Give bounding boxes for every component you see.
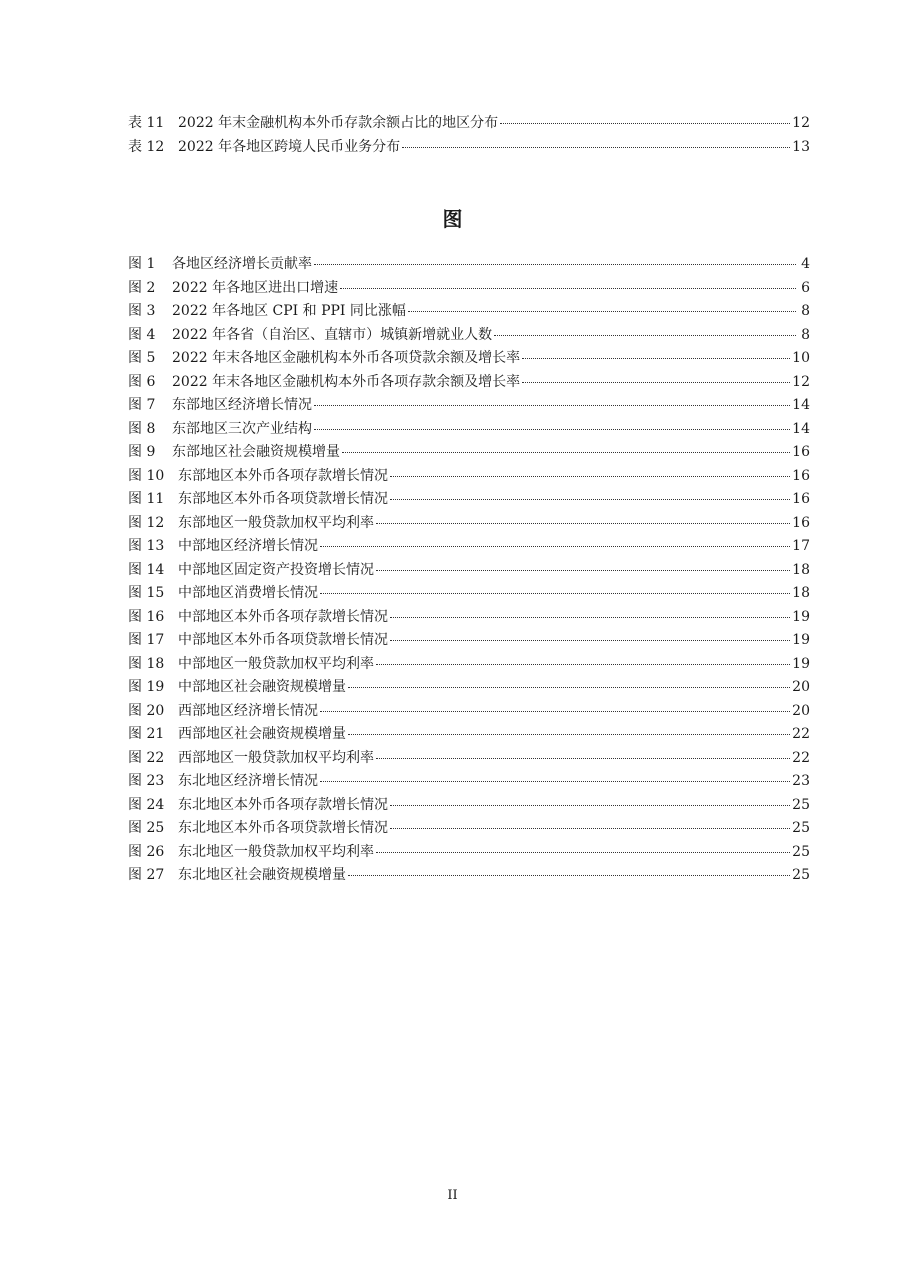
dot-leader [500, 123, 790, 124]
dot-leader [376, 570, 790, 571]
toc-entry-page: 10 [792, 350, 810, 366]
toc-entry[interactable] [128, 418, 810, 442]
toc-entry[interactable] [128, 512, 810, 536]
toc-entry-title: 2022 年末各地区金融机构本外币各项存款余额及增长率 [172, 373, 521, 390]
toc-entry-label: 图 5 [128, 350, 156, 366]
toc-entry[interactable] [128, 136, 810, 160]
toc-entry-page: 25 [792, 820, 810, 836]
dot-leader [342, 452, 790, 453]
toc-entry-title: 东北地区本外币各项存款增长情况 [178, 796, 388, 813]
dot-leader [348, 875, 790, 876]
toc-entry-page: 19 [792, 655, 810, 672]
toc-entry-label: 图 21 [128, 726, 165, 742]
dot-leader [376, 852, 790, 853]
toc-entry-label: 表 12 [128, 138, 165, 155]
toc-entry-label: 图 24 [128, 796, 165, 813]
toc-entry-title: 东北地区一般贷款加权平均利率 [178, 843, 374, 860]
dot-leader [390, 499, 790, 500]
toc-entry-title: 2022 年各地区跨境人民币业务分布 [178, 138, 401, 155]
toc-entry-page: 14 [792, 420, 810, 437]
dot-leader [376, 758, 790, 759]
toc-entry[interactable] [128, 700, 810, 724]
toc-entry-page: 12 [792, 373, 810, 390]
toc-entry-title: 2022 年各省（自治区、直辖市）城镇新增就业人数 [172, 326, 493, 343]
toc-entry-page: 16 [792, 467, 810, 484]
toc-entry-title: 东部地区一般贷款加权平均利率 [178, 514, 374, 531]
toc-entry-title: 西部地区社会融资规模增量 [178, 726, 346, 742]
toc-entry-title: 东部地区本外币各项存款增长情况 [178, 467, 388, 484]
toc-entry-title: 西部地区一般贷款加权平均利率 [178, 749, 374, 766]
toc-entry-page: 8 [801, 303, 810, 319]
toc-entry-label: 图 26 [128, 843, 165, 860]
toc-entry[interactable] [128, 770, 810, 794]
toc-entry-page: 20 [792, 679, 810, 695]
toc-entry[interactable] [128, 559, 810, 583]
toc-entry-label: 图 19 [128, 679, 165, 695]
dot-leader [320, 781, 790, 782]
dot-leader [376, 664, 790, 665]
toc-entry-page: 16 [792, 491, 810, 507]
dot-leader [402, 147, 790, 148]
toc-entry[interactable] [128, 300, 810, 324]
toc-entry-title: 东部地区三次产业结构 [172, 420, 312, 437]
dot-leader [390, 617, 790, 618]
toc-entry-title: 2022 年末各地区金融机构本外币各项贷款余额及增长率 [172, 350, 521, 366]
toc-entry[interactable] [128, 606, 810, 630]
toc-entry-page: 6 [801, 279, 810, 296]
dot-leader [320, 546, 790, 547]
toc-entry[interactable] [128, 371, 810, 395]
toc-entry[interactable] [128, 324, 810, 348]
toc-entry-label: 图 25 [128, 820, 165, 836]
toc-entry[interactable] [128, 277, 810, 301]
toc-entry-label: 图 4 [128, 326, 156, 343]
toc-entry-label: 图 27 [128, 867, 165, 883]
toc-entry-label: 图 11 [128, 491, 165, 507]
dot-leader [522, 382, 790, 383]
toc-entry-title: 东北地区社会融资规模增量 [178, 867, 346, 883]
dot-leader [408, 311, 796, 312]
toc-entry[interactable] [128, 394, 810, 418]
toc-entry-page: 22 [792, 749, 810, 766]
dot-leader [390, 476, 790, 477]
toc-entry-label: 图 13 [128, 538, 165, 554]
toc-entry-label: 图 15 [128, 585, 165, 601]
dot-leader [320, 593, 790, 594]
toc-entry-label: 图 14 [128, 561, 165, 578]
toc-entry[interactable] [128, 582, 810, 606]
toc-entry-label: 图 8 [128, 420, 156, 437]
toc-entry-title: 中部地区固定资产投资增长情况 [178, 561, 374, 578]
figures-toc-list [128, 253, 810, 888]
toc-entry-page: 4 [801, 256, 810, 272]
dot-leader [348, 734, 790, 735]
toc-entry-title: 东北地区经济增长情况 [178, 773, 318, 789]
toc-entry-page: 19 [792, 608, 810, 625]
dot-leader [320, 711, 790, 712]
toc-entry-page: 19 [792, 632, 810, 648]
toc-entry-title: 中部地区本外币各项存款增长情况 [178, 608, 388, 625]
toc-entry[interactable] [128, 676, 810, 700]
toc-entry-label: 图 7 [128, 397, 156, 413]
dot-leader [340, 288, 796, 289]
toc-entry-title: 中部地区本外币各项贷款增长情况 [178, 632, 388, 648]
toc-entry-page: 16 [792, 444, 810, 460]
toc-entry[interactable] [128, 747, 810, 771]
toc-entry-page: 8 [801, 326, 810, 343]
toc-entry-title: 东部地区社会融资规模增量 [172, 444, 340, 460]
toc-entry[interactable] [128, 441, 810, 465]
toc-entry-page: 18 [792, 585, 810, 601]
dot-leader [390, 828, 790, 829]
dot-leader [348, 687, 790, 688]
toc-entry-page: 25 [792, 843, 810, 860]
toc-entry-page: 16 [792, 514, 810, 531]
toc-entry-label: 图 17 [128, 632, 165, 648]
figures-section-heading: 图 [442, 207, 463, 231]
toc-entry-title: 西部地区经济增长情况 [178, 702, 318, 719]
toc-entry-label: 图 3 [128, 303, 156, 319]
toc-entry[interactable] [128, 347, 810, 371]
toc-entry-label: 表 11 [128, 115, 165, 131]
toc-entry-label: 图 18 [128, 655, 165, 672]
dot-leader [494, 335, 796, 336]
dot-leader [314, 405, 790, 406]
toc-entry[interactable] [128, 723, 810, 747]
toc-entry-label: 图 10 [128, 467, 165, 484]
toc-entry-label: 图 23 [128, 773, 165, 789]
toc-entry-title: 中部地区经济增长情况 [178, 538, 318, 554]
dot-leader [522, 358, 790, 359]
toc-entry-label: 图 6 [128, 373, 156, 390]
toc-entry-title: 2022 年各地区 CPI 和 PPI 同比涨幅 [172, 303, 406, 319]
toc-entry-label: 图 20 [128, 702, 165, 719]
toc-entry[interactable] [128, 112, 810, 136]
dot-leader [390, 640, 790, 641]
toc-entry[interactable] [128, 841, 810, 865]
toc-entry[interactable] [128, 535, 810, 559]
toc-entry-page: 13 [792, 138, 810, 155]
toc-entry-label: 图 9 [128, 444, 156, 460]
toc-entry[interactable] [128, 465, 810, 489]
toc-entry-page: 14 [792, 397, 810, 413]
toc-entry[interactable] [128, 794, 810, 818]
toc-entry-title: 中部地区社会融资规模增量 [178, 679, 346, 695]
toc-entry[interactable] [128, 488, 810, 512]
toc-entry-page: 20 [792, 702, 810, 719]
toc-entry-page: 12 [792, 115, 810, 131]
toc-entry-page: 18 [792, 561, 810, 578]
toc-entry-label: 图 16 [128, 608, 165, 625]
toc-entry[interactable] [128, 864, 810, 888]
toc-entry-title: 各地区经济增长贡献率 [172, 256, 312, 272]
dot-leader [314, 429, 790, 430]
toc-entry-title: 2022 年各地区进出口增速 [172, 279, 339, 296]
dot-leader [314, 264, 796, 265]
page-number: II [447, 1188, 458, 1203]
toc-entry-page: 25 [792, 867, 810, 883]
toc-entry-label: 图 1 [128, 256, 156, 272]
toc-entry-page: 17 [792, 538, 810, 554]
toc-entry-title: 东部地区本外币各项贷款增长情况 [178, 491, 388, 507]
toc-entry-title: 中部地区消费增长情况 [178, 585, 318, 601]
toc-entry-label: 图 22 [128, 749, 165, 766]
dot-leader [390, 805, 790, 806]
toc-entry-page: 22 [792, 726, 810, 742]
toc-entry-label: 图 12 [128, 514, 165, 531]
toc-entry-title: 东部地区经济增长情况 [172, 397, 312, 413]
toc-entry[interactable] [128, 629, 810, 653]
toc-entry[interactable] [128, 253, 810, 277]
tables-toc-list [128, 112, 810, 159]
toc-entry-page: 23 [792, 773, 810, 789]
toc-entry-title: 2022 年末金融机构本外币存款余额占比的地区分布 [178, 115, 499, 131]
dot-leader [376, 523, 790, 524]
toc-entry-title: 中部地区一般贷款加权平均利率 [178, 655, 374, 672]
toc-entry-title: 东北地区本外币各项贷款增长情况 [178, 820, 388, 836]
toc-entry-label: 图 2 [128, 279, 156, 296]
toc-entry[interactable] [128, 653, 810, 677]
toc-entry[interactable] [128, 817, 810, 841]
toc-entry-page: 25 [792, 796, 810, 813]
